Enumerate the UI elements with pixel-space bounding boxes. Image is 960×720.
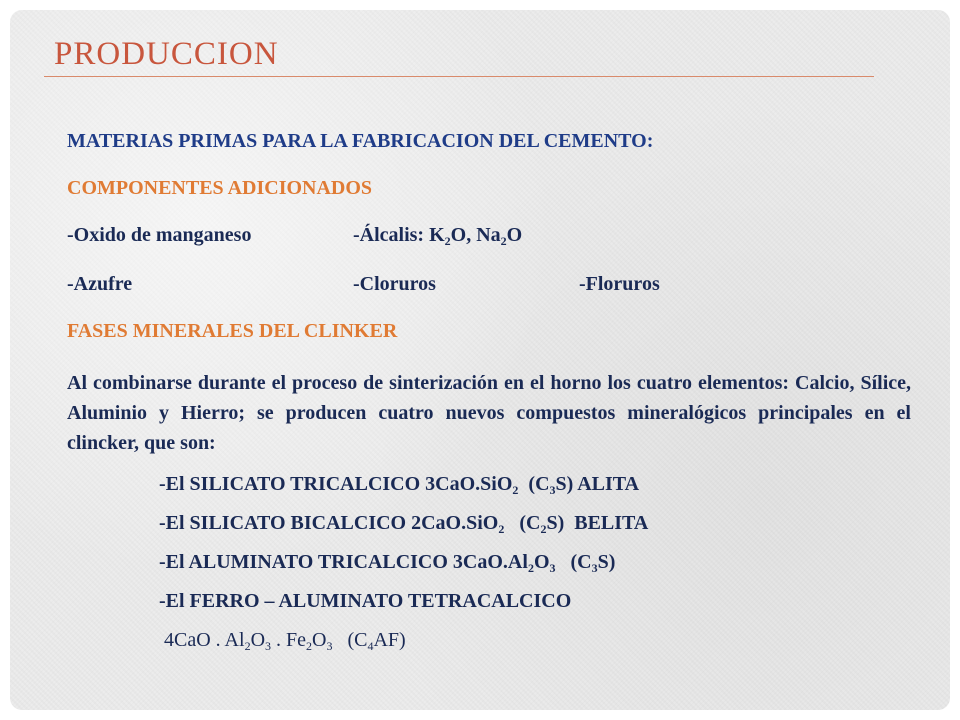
fase-silicato-bicalcico: -El SILICATO BICALCICO 2CaO.SiO$_2$ $(C_2S)$ BELITA [159, 512, 649, 536]
item-oxido-manganeso: -Oxido de manganeso [67, 224, 252, 246]
slide [10, 10, 950, 710]
heading-materias-primas: MATERIAS PRIMAS PARA LA FABRICACION DEL CEMENTO: [67, 130, 654, 152]
fase-aluminato-tricalcico: -El ALUMINATO TRICALCICO $3CaO.Al_2O_3$ $(C_3S)$ [159, 551, 616, 575]
item-floruros: -Floruros [579, 273, 660, 295]
fase-silicato-tricalcico: -El SILICATO TRICALCICO 3CaO.SiO$_2$ $(C_3S)$ ALITA [159, 473, 640, 497]
item-alcalis: -Álcalis: $K_2O$, $Na_2O$ [353, 224, 523, 248]
heading-componentes-adicionados: COMPONENTES ADICIONADOS [67, 177, 373, 199]
fases-paragraph: Al combinarse durante el proceso de sinterización en el horno los cuatro elementos: Calcio, Sílice, Aluminio y Hierro; se producen cuatro nuevos compuestos mineralógicos principales en el clincker, que son: [67, 372, 911, 454]
componentes-row-2 [67, 273, 660, 296]
item-azufre: -Azufre [67, 273, 133, 295]
fase-ferro-aluminato: -El FERRO – ALUMINATO TETRACALCICO [159, 590, 572, 612]
title-divider [44, 76, 874, 77]
componentes-row-1 [67, 224, 523, 248]
item-cloruros: -Cloruros [353, 273, 436, 295]
heading-fases-minerales: FASES MINERALES DEL CLINKER [67, 320, 398, 342]
page-title: PRODUCCION [54, 36, 279, 72]
fase-ferro-formula: 4CaO . $Al_2O_3$ . $Fe_2O_3$ $(C_4AF)$ [164, 629, 406, 653]
